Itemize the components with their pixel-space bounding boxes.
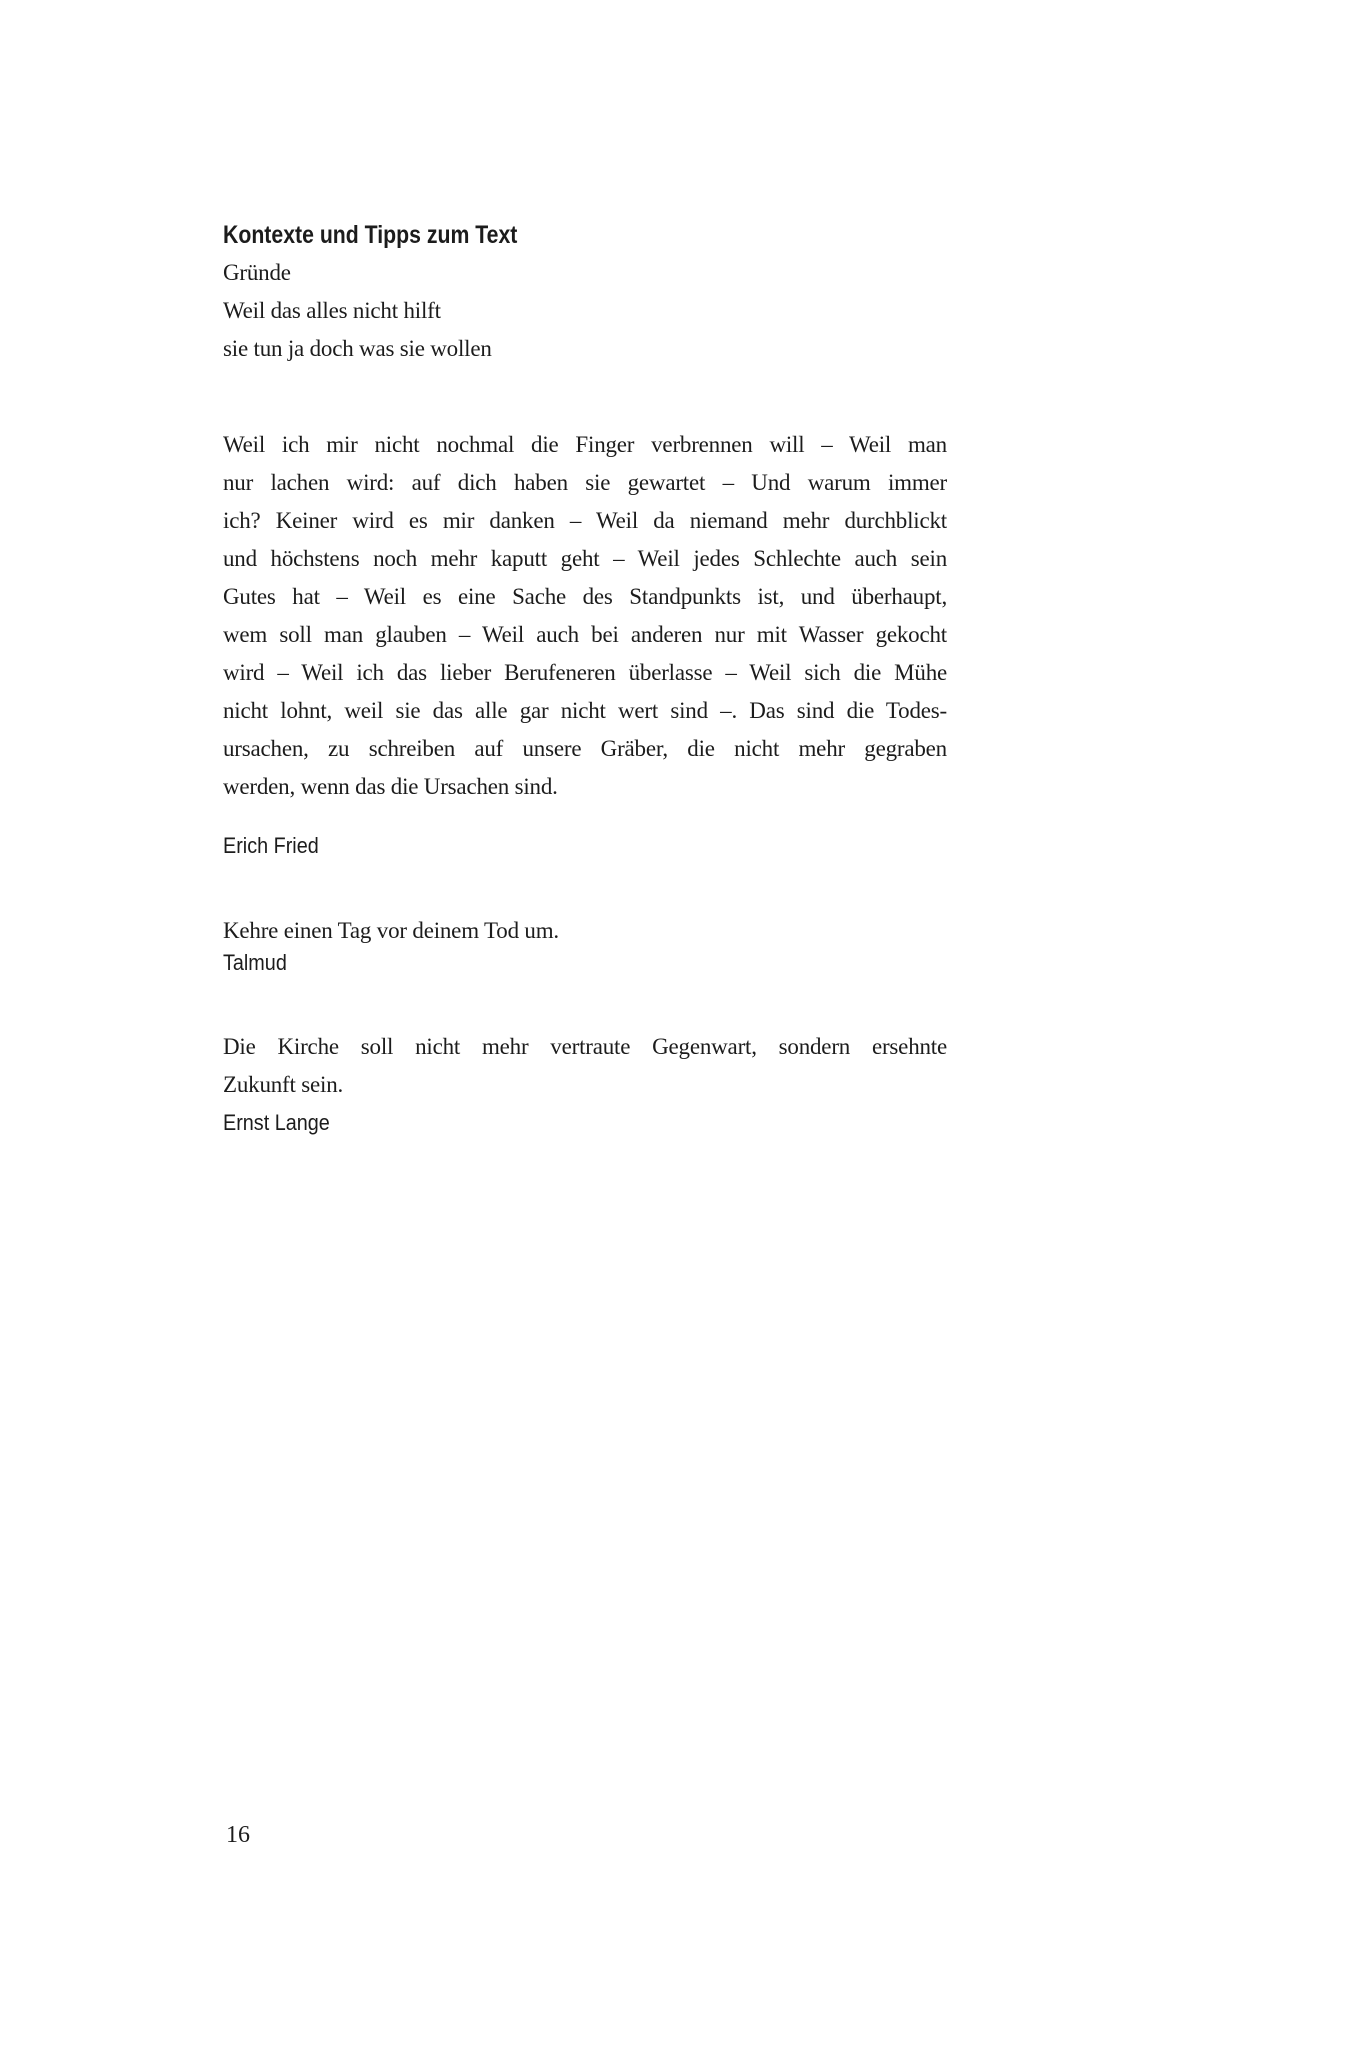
quote-lange bbox=[223, 1028, 947, 1104]
text-line: sie tun ja doch was sie wollen bbox=[223, 336, 492, 361]
attribution-ernst-lange-text: Ernst Lange bbox=[223, 1110, 330, 1135]
text-line: wird – Weil ich das lieber Berufeneren überlasse – Weil sich die Mühe bbox=[223, 660, 947, 685]
attribution-talmud-text: Talmud bbox=[223, 950, 287, 975]
text-line: Gründe bbox=[223, 260, 291, 285]
text-line: Zukunft sein. bbox=[223, 1072, 344, 1097]
text-line: und höchstens noch mehr kaputt geht – Weil jedes Schlechte auch sein bbox=[223, 546, 947, 571]
quote-fried-paragraph bbox=[223, 426, 947, 806]
text-line: Weil das alles nicht hilft bbox=[223, 298, 441, 323]
text-line: Kehre einen Tag vor deinem Tod um. bbox=[223, 918, 559, 943]
attribution-erich-fried bbox=[223, 831, 947, 861]
quote-talmud bbox=[223, 912, 947, 950]
attribution-ernst-lange bbox=[223, 1108, 947, 1138]
attribution-erich-fried-text: Erich Fried bbox=[223, 833, 319, 858]
text-line: Gutes hat – Weil es eine Sache des Standpunkts ist, und überhaupt, bbox=[223, 584, 947, 609]
text-line: wem soll man glauben – Weil auch bei anderen nur mit Wasser gekocht bbox=[223, 622, 947, 647]
header-block bbox=[223, 216, 947, 368]
poem-title-lines bbox=[223, 254, 947, 368]
text-line: ich? Keiner wird es mir danken – Weil da niemand mehr durchblickt bbox=[223, 508, 947, 533]
text-line: ursachen, zu schreiben auf unsere Gräber, die nicht mehr gegraben bbox=[223, 736, 947, 761]
page-number: 16 bbox=[226, 1822, 250, 1848]
text-line: nicht lohnt, weil sie das alle gar nicht wert sind –. Das sind die Todes- bbox=[223, 698, 947, 723]
text-line: Weil ich mir nicht nochmal die Finger verbrennen will – Weil man bbox=[223, 432, 947, 457]
attribution-talmud bbox=[223, 948, 947, 978]
text-line: Die Kirche soll nicht mehr vertraute Gegenwart, sondern ersehnte bbox=[223, 1034, 947, 1059]
text-line: nur lachen wird: auf dich haben sie gewartet – Und warum immer bbox=[223, 470, 947, 495]
text-line: werden, wenn das die Ursachen sind. bbox=[223, 774, 558, 799]
section-heading bbox=[223, 216, 947, 254]
section-heading-text: Kontexte und Tipps zum Text bbox=[223, 221, 518, 249]
